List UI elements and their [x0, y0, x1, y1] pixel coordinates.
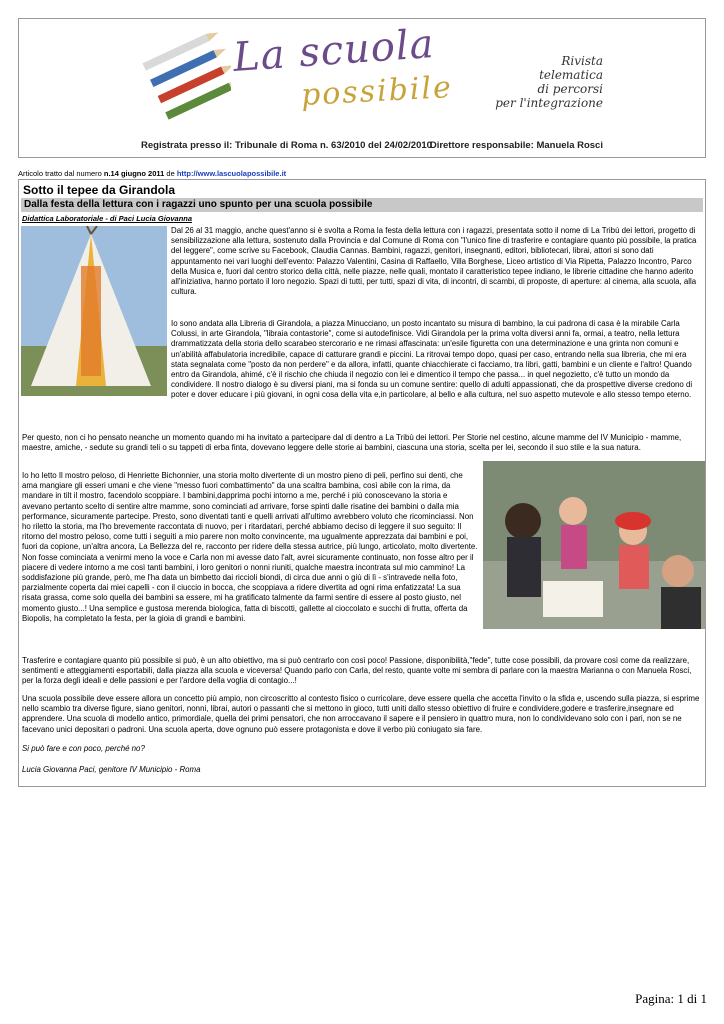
logo-subtitle: possibile [300, 70, 454, 113]
masthead-banner [141, 21, 607, 152]
tepee-photo [21, 226, 167, 396]
article-category: Didattica Laboratoriale - di Paci Lucia Giovanna [22, 214, 193, 223]
source-line: Articolo tratto dal numero n.14 giugno 2011 de http://www.lascuolapossibile.it [18, 169, 287, 178]
paragraph-7: Si può fare e con poco, perché no? [22, 744, 145, 753]
pencils-illustration [141, 24, 231, 124]
article-box [18, 179, 706, 787]
tagline: Rivista telematica di percorsi per l'integrazione [495, 54, 603, 110]
paragraph-4: Io ho letto Il mostro peloso, di Henriette Bichonnier, una storia molto divertente di un mostro pieno di peli, perfino sui denti, che ama mangiare gli esseri umani e che viene "messo fuori combattimento" da una scaltra bambina, così abile con la rima, da mandare in tilt il mostro, facendolo scoppiare. I bambini,dapprima pochi intorno a me, perché i più conoscevano la storia e avevano pertanto scelto di sentire altre mamme, sono cominciati ad arrivare, forse spinti dalle risatine dei bambini o dalla mia performance, sicuramente partecipe. Presto, sono diventati tanti e quelli arrivati all'ultimo avrebbero voluto che ricominciassi. Non ho riletto la storia, ma l'ho brevemente raccontata di nuovo, per i ritardatari, perché abbiamo deciso di leggere il suo seguito: Il ritorno del mostro peloso, come tutti i seguiti a mio parere non molto convincente, ma ugualmente apprezzata dai bambini e poi, fuori da copione, un'altra ancora, La Bellezza del re, racconto per ridere della stessa autrice, più lungo, articolato, molto divertente. Non fosse cominciata a venirmi meno la voce e Carla non mi avesse dato l'alt, avrei sicuramente continuato, non fosse altro per il piacere di vedere intorno a me così tanti bambini, i loro genitori o nonni riuniti, qualche maestra incontrata sul mio cammino! La soddisfazione più grande, però, me l'ha data un bimbetto dai riccioli biondi, di circa due anni o giù di lì - s'intravede nella foto, parzialmente coperta dai miei capelli - con il ciuccio in bocca, che scoppiava a ridere divertita ad ogni rima enfatizzata! La sua risata grassa, come solo quella dei bambini sa essere, mi ha gratificato talmente da farmi sentire di essere al posto giusto, nel momento giusto...! Una semplice e gustosa merenda biologica, fatta di biscotti, gallette al cioccolato e succhi di frutta, offerta da Biopolis, ha completato la festa, per la gioia di grandi e bambini. [22, 471, 478, 623]
paragraph-2: Io sono andata alla Libreria di Girandola, a piazza Minucciano, un posto incantato su misura di bambino, la cui padrona di casa è la mirabile Carla Colussi, in arte Girandola, "libraia contastorie", come si autodefinisce. Vidi Girandola per la prima volta diversi anni fa, ormai, a teatro, nella lettura drammatizzata della storia dello scarabeo stercorario e ne rimasi affascinata: un'esile figuretta con una determinazione e una grinta non comuni e un'abilità affabulatoria incredibile, capace di catturare grandi e piccini. La ritrovai tempo dopo, quasi per caso, entrando nella sua libreria, che mi era stata segnalata come "posto da non perdere" e da allora, infatti, quante chiacchierate ci facciamo, tra libri, gatti, bambini e un cliente e l'altro! Quando entro da Girandola, ahimé, c'è il rischio che chiuda il negozio con lei e dimentico il tempo che passa... in quel negozietto, c'è tutto un mondo da condividere. Il nostro dialogo è su diversi piani, ma si fonda su un comune sentire: quello di adulti appassionati, che da prospettive diverse credono di poter e dover educare i più giovani, in ogni cosa della vita e,in particolare, al bello e alla cultura, nel suo aspetto mutevole e allo stesso tempo eterno. [171, 319, 693, 400]
director-text: Direttore responsabile: Manuela Rosci [429, 140, 603, 151]
signature: Lucia Giovanna Paci, genitore IV Municipio - Roma [22, 765, 201, 774]
registration-line [141, 140, 607, 151]
article-subtitle: Dalla festa della lettura con i ragazzi uno spunto per una scuola possibile [21, 198, 703, 212]
registration-text: Registrata presso il: Tribunale di Roma n. 63/2010 del 24/02/2010 [141, 140, 432, 151]
paragraph-6: Una scuola possibile deve essere allora un concetto più ampio, non circoscritto al contesto fisico o curricolare, deve essere quella che accetta l'invito o la sfida e, uscendo sulla piazza, si esprime nello scambio tra diverse figure, siano genitori, nonni, librai, autori o passanti che si mettono in gioco, tutti uniti dallo stesso obiettivo di fruire e condividere,godere e trasferire,insegnare ed apprendere. Una scuola di modello antico, primordiale, quella dei primi pensatori, che non arroccavano il sapere e il pensiero in quattro mura, non lo condividevano solo con i pari, non se ne facevano unici depositari o padroni. Una scuola aperta, dove ognuno può essere protagonista e dove il verbo più coniugato sia fare. [22, 694, 700, 734]
header-box [18, 18, 706, 158]
logo-title: La scuola [231, 21, 436, 81]
paragraph-1: Dal 26 al 31 maggio, anche quest'anno si è svolta a Roma la festa della lettura con i ragazzi, presentata sotto il nome di La Tribù dei lettori, progetto di sensibilizzazione alla lettura, sostenuto dalla Provincia e dal Comune di Roma con "l'unico fine di trasferire e contagiare quanto più possibile, la pratica del leggere", come scrive su Facebook, Claudia Cannas. Bambini, ragazzi, genitori, insegnanti, editori, bibliotecari, librai, attori si sono dati appuntamento nei vari luoghi dell'evento: Palazzo Valentini, Casina di Raffaello, Villa Borghese, Liceo artistico di Via Ripetta, Palazzo Incontro, Parco della Musica e, fuori dal centro storico della città, nelle piazze, nelle quali, montato il caratteristico tepee indiano, le librerie cittadine che hanno aderito all'iniziativa, hanno portato il loro negozio. Spazi di tutti, per tutti, spazi di vita, di incontri, di scambi, di proposte, di aperture: al cinema, alla scuola, alla cultura. [171, 226, 697, 297]
paragraph-5: Trasferire e contagiare quanto più possibile si può, è un alto obiettivo, ma si può centrarlo con così poco! Passione, disponibilità,"fede", tutte cose possibili, da provare così come da realizzare, sentimenti e atteggiamenti esportabili, dalla piazza alla scuola e viceversa! Quando parlo con Carla, del resto, quante volte mi sembra di parlare con la maestra Marianna o con Manuela Rosci, per la forza degli ideali e delle passioni e per l'ardore della voglia di contagio...! [22, 656, 692, 686]
source-link[interactable]: http://www.lascuolapossibile.it [176, 169, 287, 178]
article-title: Sotto il tepee da Girandola [23, 183, 176, 197]
page-number: Pagina: 1 di 1 [635, 991, 707, 1006]
children-reading-photo [483, 461, 705, 629]
paragraph-3: Per questo, non ci ho pensato neanche un momento quando mi ha invitato a partecipare dal di dentro a La Tribù dei lettori. Per Storie nel cestino, alcune mamme del IV Municipio - mamme, maestre, amiche, - sedute su grandi teli o su tappeti di erba finta, dovevano leggere delle storie ai bambini, ciascuna una storia, scelta per lei, secondo il suo stile e la sua natura. [22, 433, 682, 453]
